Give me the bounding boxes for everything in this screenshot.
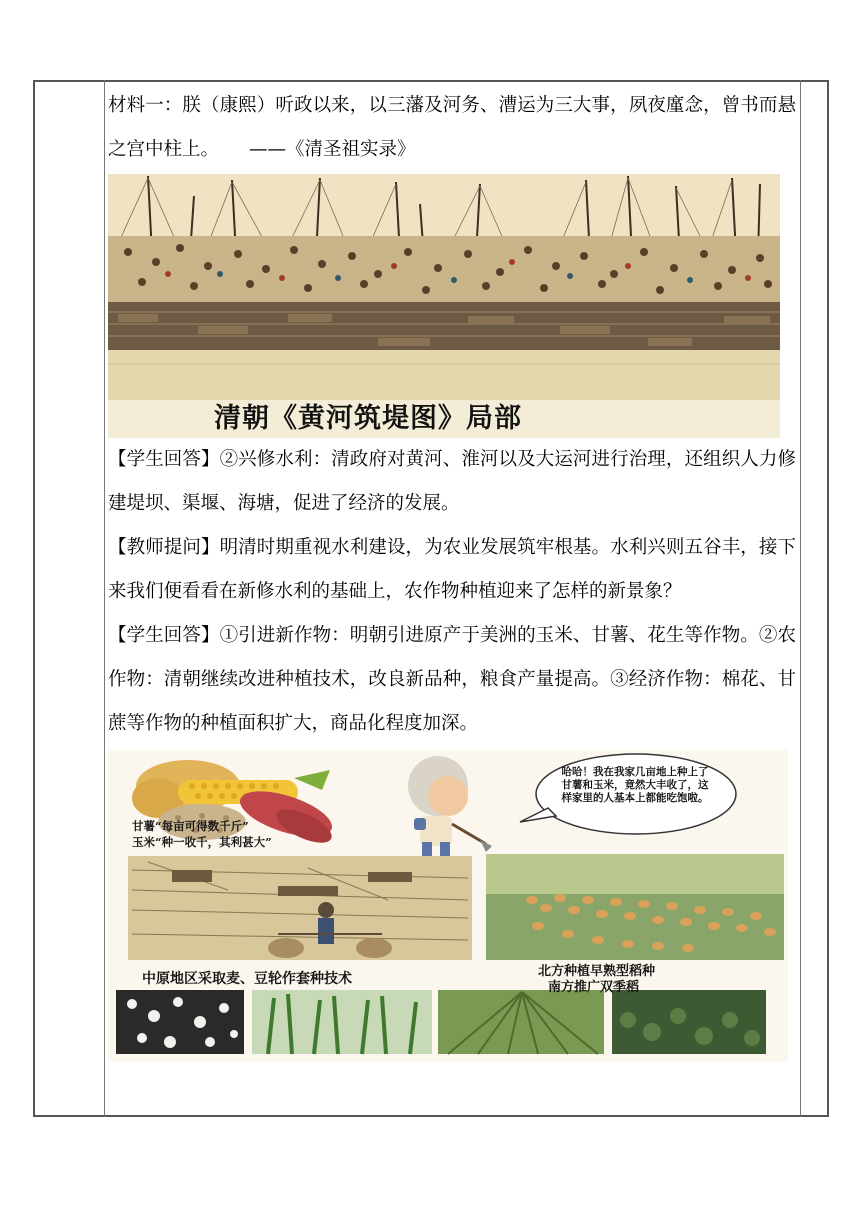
crops-collage (108, 750, 788, 1062)
speech-bubble-text: 哈哈！我在我家几亩地上种上了甘薯和玉米，竟然大丰收了，这样家里的人基本上都能吃饱啦。 (561, 766, 709, 804)
yellow-river-dike-painting (108, 174, 780, 438)
material-one (108, 84, 796, 172)
material-one-source: ——《清圣祖实录》 (249, 139, 416, 160)
painting-caption: 清朝《黄河筑堤图》局部 (214, 403, 522, 434)
student-answer-crops: 【学生回答】①引进新作物：明朝引进原产于美洲的玉米、甘薯、花生等作物。②农作物：清朝继续改进种植技术，改良新品种，粮食产量提高。③经济作物：棉花、甘蔗等作物的种植面积扩大，商品化程度加深。 (108, 625, 796, 734)
lesson-content-cell (108, 84, 796, 1062)
rice-caption-north: 北方种植早熟型稻种 (538, 964, 656, 979)
table-column-divider-right (800, 80, 801, 1117)
student-answer-water: 【学生回答】②兴修水利：清政府对黄河、淮河以及大运河进行治理，还组织人力修建堤坝、渠堰、海塘，促进了经济的发展。 (108, 449, 796, 514)
dike-painting-image (108, 174, 780, 438)
teacher-question: 【教师提问】明清时期重视水利建设，为农业发展筑牢根基。水利兴则五谷丰，接下来我们便看看在新修水利的基础上，农作物种植迎来了怎样的新景象？ (108, 537, 796, 602)
corn-caption: 玉米“种一收千，其利甚大” (132, 835, 272, 849)
rotation-technique-caption: 中原地区采取麦、豆轮作套种技术 (142, 971, 352, 987)
table-column-divider-left (104, 80, 105, 1117)
sweet-potato-caption: 甘薯“每亩可得数千斤” (132, 819, 249, 833)
farmer-cartoon (408, 756, 492, 860)
rice-caption-south: 南方推广双季稻 (548, 980, 640, 995)
material-one-text: 材料一：朕（康熙）听政以来，以三藩及河务、漕运为三大事，夙夜廑念，曾书而悬之宫中柱上。 (108, 95, 796, 160)
